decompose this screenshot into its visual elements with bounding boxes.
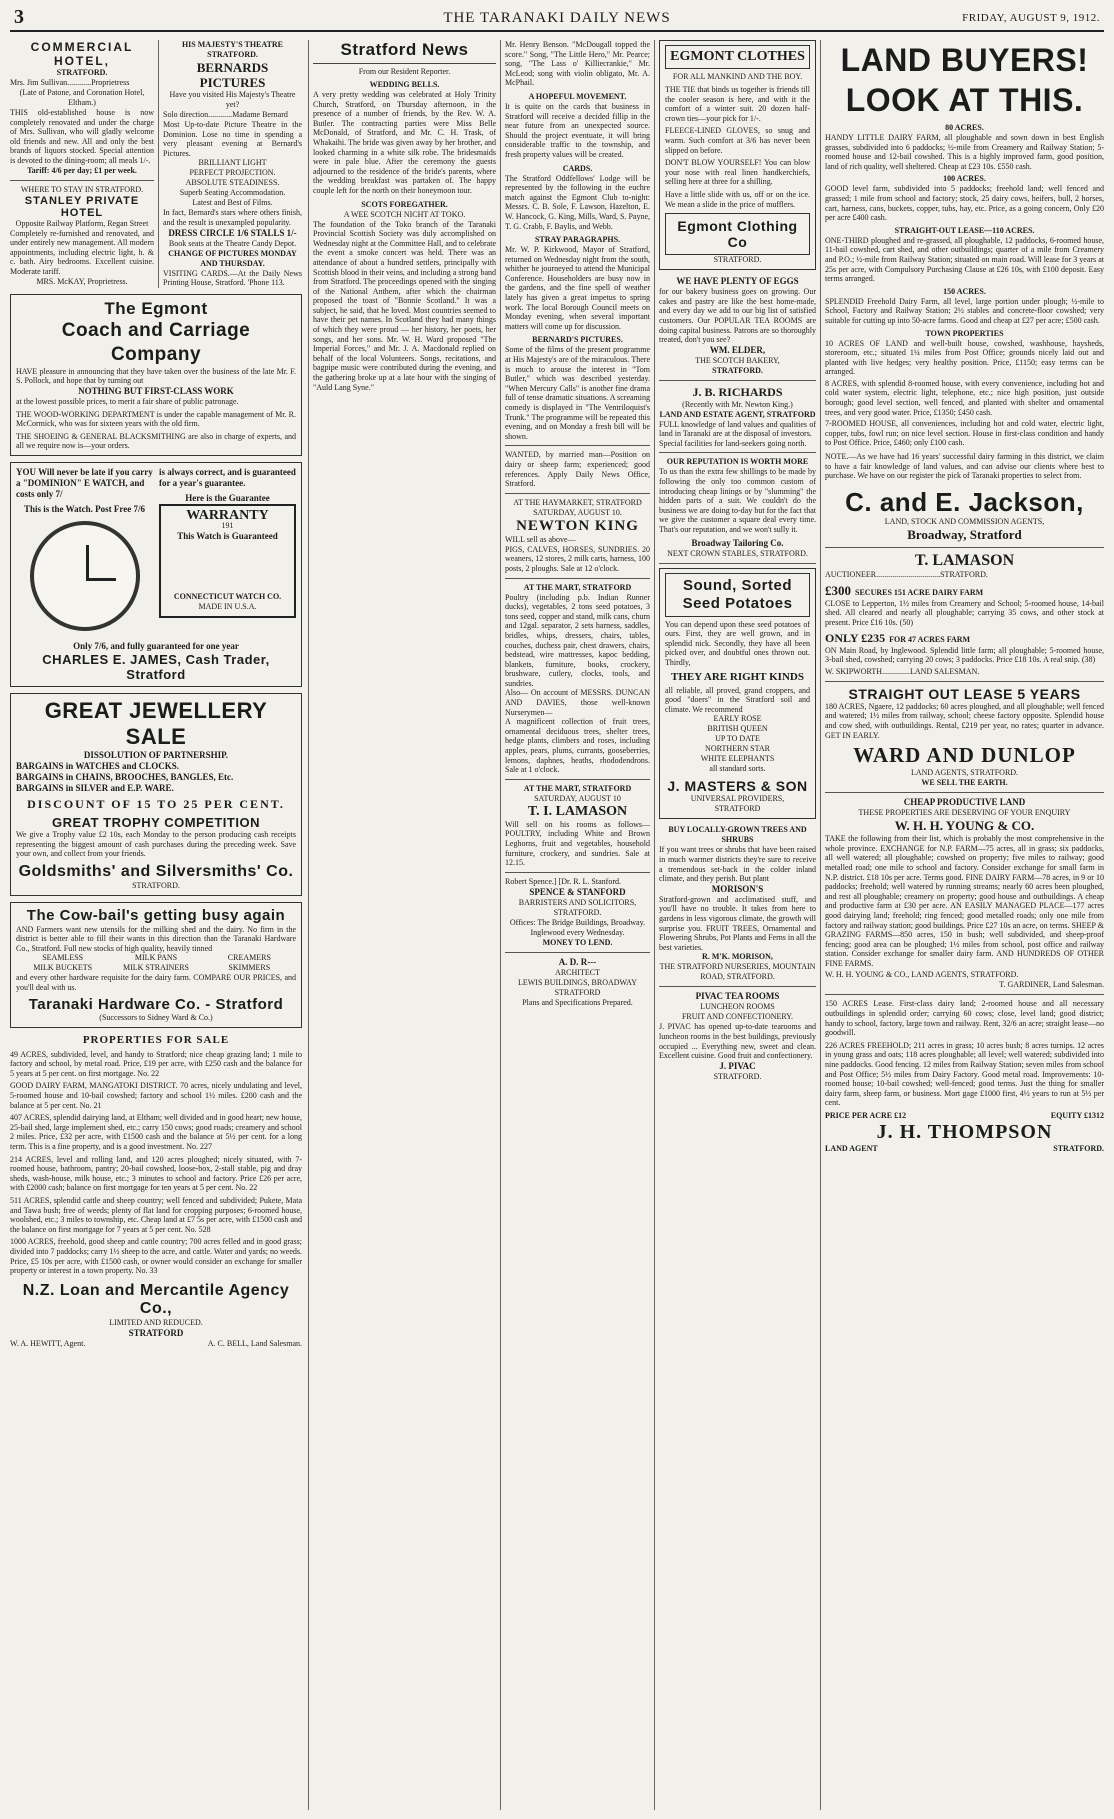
seed-potatoes-all: all standard sorts. [709, 764, 766, 774]
haymarket-name: NEWTON KING [516, 517, 639, 534]
stanley-hotel-address: Opposite Railway Platform, Regan Street [15, 218, 149, 228]
thompson-a226: 226 ACRES FREEHOLD; 211 acres in grass; 10 acres bush; 8 acres turnips. 12 acres in young grass and oats; 118 acres ploughable; all level; well watered; subdivided into nine paddocks. Good fencing. 12 miles from Railway Station; seven miles from school and Post Office; 5½ miles from Dairy Factory. Good metal road. Improvements: 10-roomed house; 10-bail cowshed; well-fenced; good terms. Just the thing for smaller dairy farm, sheep farm, or business. Mort gage £1000 first, 4½ years to run at 5½ per cent. [825, 1040, 1104, 1108]
mart2-ad [505, 784, 650, 868]
richards-former: (Recently with Mr. Newton King.) [682, 399, 793, 409]
bernards-text: Some of the films of the present programme at His Majesty's are of the miraculous. There is much to arouse the interest in "Tom Butler," which was described yesterday. "When Mercury Calls" is another fine drama full of tense dramatic situations. A screaming comedy is displayed in "The Ventriloquist's Trunk." The programme will be repeated this evening, and on Monday a fresh bill will be shown. [505, 345, 650, 441]
egmont-clothes-ad [659, 40, 816, 270]
thompson-role: LAND AGENT [825, 1144, 878, 1153]
wedding-heading: WEDDING BELLS. [369, 80, 440, 89]
egmont-coach-body2: THE WOOD-WORKING DEPARTMENT is under the capable management of Mr. R. McCormick, who was for sixteen years with the old firm. [16, 409, 296, 429]
jewellery-trophy: GREAT TROPHY COMPETITION [52, 814, 260, 830]
thompson-equity: EQUITY £1312 [1050, 1111, 1104, 1120]
ward-dunlop-body: 180 ACRES, Ngaere, 12 paddocks; 60 acres ploughed, and all ploughable; well fenced and watered; 1½ miles from railway, school; cheese factory opposite. Splendid house and cow shed, with outbuildings. Rental, £219 per year, no rates; quarter in advance. GET IN EARLY. [825, 701, 1104, 740]
tailoring-title: OUR REPUTATION IS WORTH MORE [666, 457, 809, 467]
architect-role: ARCHITECT [555, 967, 600, 977]
egmont-clothes-body1: THE TIE that binds us together is friends till the cooler season is here, and with it the comfort of a winter suit. 20 dozen half-crown ties—your pick for 1/-. [665, 85, 810, 123]
theatre-sub: Have you visited His Majesty's Theatre yet? [169, 90, 296, 109]
spence-offices: Offices: The Bridge Buildings, Broadway. [509, 917, 646, 927]
jewellery-town: STRATFORD. [132, 880, 180, 890]
eggs-body: for our bakery business goes on growing. Our cakes and pastry are like the best home-made, and every day we add to our big list of satisfied customers. Our POPULAR TEA ROOMS are doing capital business. Patrons are so thoroughly treated, don't you see? [659, 287, 816, 345]
hopeful-text: It is quite on the cards that business in Stratford will receive a decided fillip in the near future from an unexpected source. Should the project eventuate, it will bring considerable traffic to the township, and fresh property values will be created. [505, 101, 650, 159]
thompson-ad [825, 999, 1104, 1154]
column-2 [308, 40, 496, 1810]
spence-money: MONEY TO LEND. [542, 937, 613, 947]
lamason-p1-head: SECURES 151 ACRE DAIRY FARM [855, 587, 984, 597]
stratford-news-title: Stratford News [313, 40, 496, 64]
masters-company: J. MASTERS & SON [667, 778, 808, 795]
jewellery-title: GREAT JEWELLERY SALE [44, 697, 268, 749]
property-item: 214 ACRES, level and rolling land, and 120 acres ploughed; nicely situated, with 7-roomed house, bathroom, pantry; 20-bail cowshed, loose-box, 2-stall stable, pig and dray sheds, wash-house, milk house, etc.; 3 minutes to school and factory. Price £26 per acre, with £2000 cash; balance on first mortgage for ten years at 5 per cent. No. 22 [10, 1154, 302, 1193]
lamason-salesman: W. SKIPWORTH..............LAND SALESMAN. [825, 666, 980, 676]
property-item: 407 ACRES, splendid dairying land, at Eltham; well divided and in good heart; new house, 25-bail shed, large implement shed, etc.; carry 150 cows; good roads; creamery and school 2 miles. Price, £32 per acre, with £1500 cash and the balance at 5½ per cent. for a long term. This is a fine property, and is a good investment. No. 227 [10, 1113, 302, 1151]
pivac-town: STRATFORD. [713, 1071, 762, 1081]
property-item: 49 ACRES, subdivided, level, and handy to Stratford; nice cheap grazing land; 1 mile to factory and school, by metal road. Price, £19 per acre, with £250 cash and the balance for 5 years at 5 per cent. on first mortgage. No. 22 [10, 1049, 302, 1078]
theatre-body: Most Up-to-date Picture Theatre in the Dominion. Lose no time in spending a very pleasant evening at Bernard's Pictures. [163, 120, 302, 158]
town-property-1: 10 ACRES OF LAND and well-built house, cowshed, washhouse, haysheds, storeroom, etc.; situated 1¼ miles from Post Office; grounds nicely laid out and planted with live hedges; very healthy position. Price, £1150; easy terms can be arranged. [825, 338, 1104, 377]
cow-bail-item: MILK PANS [134, 953, 178, 963]
haymarket-head: AT THE HAYMARKET, STRATFORD [513, 497, 642, 507]
egmont-clothes-title: EGMONT CLOTHES [665, 45, 810, 69]
property-item: 1000 ACRES, freehold, good sheep and cattle country; 700 acres felled and in good grass; divided into 7 paddocks; carry 1½ sheep to the acre, and cattle. Water and yards; no weeds. Price, £5 10s per acre, with £1500 cash, or owner would consider an exchange for smaller property or interest in a town property. No. 33 [10, 1237, 302, 1276]
warranty-title: WARRANTY [186, 507, 269, 523]
jewellery-trophy-body: We give a Trophy value £2 10s, each Monday to the person producing cash receipts representing the biggest amount of cash purchases during the preceding week. Save your own, and collect from your friends. [16, 829, 296, 859]
jewellery-sale-ad [10, 693, 302, 896]
properties-for-sale [10, 1034, 302, 1349]
newspaper-page [10, 6, 1104, 1812]
commercial-hotel-proprietor: Mrs. Jim Sullivan............Proprietress [10, 78, 130, 87]
ward-dunlop-name: WARD AND DUNLOP [853, 743, 1076, 768]
masthead [10, 6, 1104, 32]
scots-heading: SCOTS FOREGATHER. [361, 199, 448, 209]
cow-bail-title: The Cow-bail's getting busy again [26, 906, 286, 924]
property-item: 511 ACRES, splendid cattle and sheep country; well fenced and subdivided; Pukete, Mata and Tawa bush; free of weeds; plenty of flat land for cropping purposes; 6-roomed house, woolshed, etc.; 3 miles to township, etc. Cheap land at £7 5s per acre, with £1500 cash and the balance on first mortgage for 7 years at 5 per cent. No. 528 [10, 1195, 302, 1234]
young-sub: THESE PROPERTIES ARE DESERVING OF YOUR ENQUIRY [858, 808, 1071, 818]
ward-dunlop-ad [825, 686, 1104, 788]
haymarket-will-sell: WILL sell as above— [505, 534, 576, 544]
pivac-sub2: FRUIT AND CONFECTIONERY. [681, 1012, 794, 1022]
warranty-sub: This Watch is Guaranteed [177, 530, 278, 541]
stray-heading: STRAY PARAGRAPHS. [534, 235, 621, 245]
watch-footer1: Only 7/6, and fully guaranteed for one year [73, 640, 239, 651]
potato-variety: BRITISH QUEEN [707, 724, 768, 734]
theatre-change: CHANGE OF PICTURES MONDAY AND THURSDAY. [168, 248, 297, 268]
a150-heading: 150 ACRES. [943, 286, 986, 296]
eggs-town: STRATFORD. [712, 365, 763, 375]
potato-varieties [665, 714, 810, 764]
nz-loan-agent: W. A. HEWITT, Agent. [10, 1338, 86, 1348]
pivac-ad [659, 991, 816, 1081]
land-buyers-ad [825, 40, 1104, 543]
a150-text: SPLENDID Freehold Dairy Farm, all level, large portion under plough; ½-mile to School, Factory and Railway Station; 2½ stables and concrete-floor cowshed; very suitable for cutting up into 50-acre farms. Good and cheap at £27 per acre; £500 cash. [825, 296, 1104, 325]
lease-heading: STRAIGHT-OUT LEASE—110 ACRES. [894, 225, 1035, 235]
egmont-clothes-body2: FLEECE-LINED GLOVES, so snug and warm. Such comfort at 3/6 has never been slipped on before. [665, 126, 810, 155]
spence-role: BARRISTERS AND SOLICITORS, STRATFORD. [518, 897, 637, 917]
nz-loan-company: N.Z. Loan and Mercantile Agency Co., [22, 1281, 290, 1317]
tailoring-company: Broadway Tailoring Co. [691, 537, 784, 548]
town-property-3: 7-ROOMED HOUSE, all conveniences, including hot and cold water, electric light, copper, tubs, fowl run; on nice level section. House in first-class condition and handy to Post Office. Price, £460; only £100 cash. [825, 419, 1104, 448]
tailoring-body: To us than the extra few shillings to be made by following the only too common custom of introducing cheap linings or by "slumming" the hidden parts of a suit. We couldn't do the business we are doing to-day but for the fact that we give the customer a square deal every time. That's our reputation, and we won't sully it. [659, 467, 816, 535]
jewellery-dissolution: DISSOLUTION OF PARTNERSHIP. [83, 749, 229, 760]
young-heading: CHEAP PRODUCTIVE LAND [903, 797, 1026, 808]
spence-left: Robert Spence.] [Dr. R. L. Stanford. [505, 876, 621, 886]
spence-branch: Inglewood every Wednesday. [530, 927, 625, 937]
column-4 [654, 40, 816, 1810]
lamason-ad [825, 552, 1104, 677]
pivac-title: PIVAC TEA ROOMS [695, 991, 780, 1002]
a100-text: GOOD level farm, subdivided into 5 paddocks; freehold land; well fenced and grassed; 1 mile from school and factory; stock, 25 dairy cows, heifers, bull, 2 horses, cart, harness, cans, buckets, copper, tubs, hay, etc. Price, as a going concern, Only £20 per acre £400 cash. [825, 184, 1104, 223]
commercial-hotel-town: STRATFORD. [56, 68, 108, 77]
wedding-text: A very pretty wedding was celebrated at Holy Trinity Church, Stratford, on Thursday afternoon, in the presence of a number of friends, by the Rev. W. A. Butler. The contracting parties were Miss Belle McDonald, of Stratford, and Mr. C. H. Trask, of Whakaihi. The bride was given away by her brother, and looked charming in a white silk robe. The bridesmaids were in pale blue. After the ceremony the guests adjourned to the residence of the bride's parents, where the wedding breakfast was partaken of. The happy couple left for the north on their honeymoon tour. [313, 90, 496, 195]
potato-variety: WHITE ELEPHANTS [700, 754, 775, 764]
cow-bail-items [16, 953, 296, 973]
a100-heading: 100 ACRES. [943, 174, 986, 184]
egmont-clothes-body3: DON'T BLOW YOURSELF! You can blow your nose with real linen handkerchiefs, selling here at three for a shilling. [665, 158, 810, 187]
bernards-pictures-ad [158, 40, 302, 288]
property-item: GOOD DAIRY FARM, MANGATOKI DISTRICT. 70 acres, nicely undulating and level, 5-roomed house and 10-bail cowshed; factory and school 1½ miles. £200 cash and the balance at 5 per cent. No. 21 [10, 1081, 302, 1110]
cow-bail-item: SKIMMERS [228, 963, 271, 973]
theatre-steady: ABSOLUTE STEADINESS. [185, 178, 280, 188]
bernards-heading: BERNARD'S PICTURES. [532, 335, 623, 345]
newspaper-title: THE TARANAKI DAILY NEWS [443, 10, 671, 26]
jewellery-company: Goldsmiths' and Silversmiths' Co. [18, 862, 294, 880]
egmont-coach-title2: Coach and Carriage Company [61, 319, 251, 365]
land-buyers-title1: LAND BUYERS! [840, 42, 1089, 78]
nz-loan-salesman: A. C. BELL, Land Salesman. [207, 1338, 302, 1348]
theatre-latest: Latest and Best of Films. [192, 198, 273, 208]
lamason-p2: ON Main Road, by Inglewood. Splendid little farm; all ploughable; 5-roomed house, 3-bail shed, cowshed; carrying 20 cows; 3 paddocks. Price £18 10s. A real snip. (38) [825, 645, 1104, 665]
cow-bail-item: CREAMERS [227, 953, 271, 963]
commercial-hotel-former: (Late of Patone, and Coronation Hotel, Eltham.) [19, 88, 145, 107]
seed-potatoes-kinds: THEY ARE RIGHT KINDS [671, 670, 804, 683]
egmont-coach-intro: HAVE pleasure in announcing that they have taken over the business of the late Mr. F. S. Pollock, and hope that by turning out [16, 366, 296, 386]
mart-trees: A magnificent collection of fruit trees, ornamental deciduous trees, shelter trees, hedge plants, climbers and roses, including apples, pears, plums, currants, gooseberries, lemons, daphnes, heaths, rhododendrons. Sale at 1 o'clock. [505, 717, 650, 775]
theatre-soloist: Solo direction............Madame Bernard [163, 110, 288, 119]
town-property-2: 8 ACRES, with splendid 8-roomed house, with every convenience, including hot and cold water system, electric light, telephone, etc.; nice high position, just outside borough; good level section, well fenced, and planted with shelter and ornamental trees, and very good water. Price, £1350; £450 cash. [825, 378, 1104, 417]
commercial-hotel-title: COMMERCIAL HOTEL, [30, 40, 134, 68]
lease-text: ONE-THIRD ploughed and re-grassed, all ploughable, 12 paddocks, 6-roomed house, 11-bail cowshed, cart shed, and other outbuildings; quarter of a mile from Creamery and P.O.; ½-mile from Railway Station; situated on main road. Will lease for 3 years at 25s per acre, with Compulsory Purchasing Clause at £26 10s, with £100 deposit. Easy terms arranged. [825, 235, 1104, 284]
issue-date: FRIDAY, AUGUST 9, 1912. [962, 12, 1100, 24]
mart-head: AT THE MART, STRATFORD [523, 582, 632, 592]
seed-potatoes-ad [659, 568, 816, 820]
eggs-place: THE SCOTCH BAKERY, [695, 355, 780, 365]
theatre-visiting: VISITING CARDS.—At the Daily News Printing House, Stratford. 'Phone 113. [163, 268, 302, 288]
cards-text: The Stratford Oddfellows' Lodge will be represented by the following in the euchre match against the Egmont Club to-night: Messrs. C. B. Sole, F. Lawson, Hazelton, E. W. Hancock, G. King, Mills, Ward, S. Payne, T. G. Crabb, F. Baylis, and Webb. [505, 173, 650, 231]
egmont-coach-title: The Egmont [104, 298, 208, 318]
architect-name: A. D. R--- [558, 956, 597, 967]
egmont-coach-ad [10, 294, 302, 456]
pivac-body: J. PIVAC has opened up-to-date tearooms and luncheon rooms in the best buildings, previously occupied ... Everything new, sweet and clean. Excellent cuisine. Good fruit and confectionery. [659, 1022, 816, 1061]
stray-text: Mr. W. P. Kirkwood, Mayor of Stratford, returned on Wednesday night from the south, whither he journeyed to attend the Municipal Conference. Householders are busy now in the gardens, and the fine spell of weather lately has given a great impetus to spring work. The local Borough Council meets on Monday evening, when several important matters will come up for discussion. [505, 245, 650, 331]
stanley-hotel-body: Completely re-furnished and renovated, and under entirely new management. All modern appointments, including electric light, h. & c. bath. Airy bedrooms. Excellent cuisine. Moderate tariff. [10, 228, 154, 276]
richards-name: J. B. RICHARDS [692, 384, 783, 399]
jewellery-discount: DISCOUNT OF 15 TO 25 PER CENT. [27, 796, 285, 811]
masters-town: STRATFORD [714, 804, 761, 814]
masters-role: UNIVERSAL PROVIDERS, [690, 794, 785, 804]
morison-place: THE STRATFORD NURSERIES, MOUNTAIN ROAD, STRATFORD. [659, 962, 816, 982]
richards-body: FULL knowledge of land values and qualities of land in Taranaki are at the disposal of investors. [659, 419, 816, 439]
young-salesman: T. GARDINER, Land Salesman. [999, 980, 1104, 990]
eggs-name: WM. ELDER, [709, 344, 766, 355]
egmont-coach-body1: at the lowest possible prices, to merit a fair share of public patronage. [16, 396, 239, 406]
morison-body: If you want trees or shrubs that have been raised in much warmer districts they're sure to receive a tremendous set-back in the colder inland climate, and they perish. But plant [659, 845, 816, 884]
egmont-clothes-body4: Have a little slide with us, off or on the ice. We mean a slide in the price of mufflers. [665, 189, 810, 209]
morison-body2: Stratford-grown and acclimatised stuff, and you'll have no trouble. It takes from here to gardens in less vigorous climate, the growth will surprise you. FRUIT TREES, Ornamental and Flowering Shrubs, Pot Plants and Ferns in all the best varieties. [659, 894, 816, 952]
theatre-booking: Book seats at the Theatre Candy Depot. [168, 238, 297, 248]
architect-address: LEWIS BUILDINGS, BROADWAY [517, 977, 638, 987]
morison-owner: R. M'K. MORISON, [702, 952, 773, 962]
haymarket-date: SATURDAY, AUGUST 10. [533, 507, 622, 517]
theatre-title: BERNARDS PICTURES [196, 60, 269, 90]
scots-text: The foundation of the Toko branch of the Taranaki Provincial Scottish Society was duly accomplished on Wednesday night at the Committee Hall, and to celebrate the event a smoke concert was held. There was an attendance of about a hundred settlers, principally with Scottish blood in their veins, and including a strong band from Stratford. The proceedings opened with the singing of the National Anthem, after which the chairman proposed the toast of "Bonnie Scotland." It was a subject, he said, that he loved. Most countries seemed to have their pet names. In Scotland they had many things of which they were proud — her history, her poets, her songs, and her sons. Mr. W. H. Ward proposed "The Imperial Forces," and Mr. J. A. Macdonald replied on behalf of the local Volunteers. Songs, recitations, and bagpipe music were contributed during the evening, and the gathering broke up at a late hour with the singing of "Auld Lang Syne." [313, 219, 496, 392]
broadway-tailoring-ad [659, 457, 816, 558]
a80-text: HANDY LITTLE DAIRY FARM, all ploughable and sown down in best English grasses, subdivided into 6 paddocks; ½-mile from Creamery and Railway Station; 5-roomed house and 12-bail cowshed. This is a highly improved farm, good position, land of rich quality, well sheltered. Cheap at £23 10s. £550 cash. [825, 133, 1104, 171]
warranty-co: CONNECTICUT WATCH CO. [173, 591, 282, 601]
richards-ad [659, 385, 816, 449]
young-footer: W. H. H. YOUNG & CO., LAND AGENTS, STRATFORD. [825, 970, 1019, 980]
watch-left-text: YOU Will never be late if you carry a "DOMINION" E WATCH, and costs only 7/ [16, 466, 153, 499]
pocket-watch-icon [30, 521, 140, 631]
wanted-ad: WANTED, by married man—Position on dairy or sheep farm; experienced; good references. Apply Daily News Office, Stratford. [505, 450, 650, 489]
cow-bail-item: SEAMLESS [42, 953, 84, 963]
watch-here-is: Here is the Guarantee [185, 492, 270, 503]
commercial-hotel-body: THIS old-established house is now completely renovated and under the charge of Mrs. Sullivan, who will gladly welcome old friends and new. All and only the best brands of liquors stocked. Special attention is devoted to the dining-room; all meals 1/-. [10, 108, 154, 165]
haymarket-ad [505, 498, 650, 574]
jackson-name: C. and E. Jackson, [845, 486, 1084, 517]
theatre-brilliant: BRILLIANT LIGHT [198, 158, 267, 168]
warranty-made: MADE IN U.S.A. [198, 601, 257, 611]
land-buyers-title2: LOOK AT THIS. [845, 82, 1084, 118]
seed-potatoes-title: Sound, Sorted Seed Potatoes [665, 573, 810, 617]
jackson-address: Broadway, Stratford [907, 526, 1022, 542]
seed-potatoes-body: You can depend upon these seed potatoes of ours. First, they are well grown, and in splendid nick. Secondly, they have all been picked over, and doubtful ones thrown out. Thirdly, [665, 619, 810, 667]
jewellery-b2: BARGAINS in CHAINS, BROOCHES, BANGLES, Etc. [16, 771, 234, 782]
theatre-perfect: PERFECT PROJECTION. [189, 168, 276, 178]
cards-heading: CARDS. [562, 163, 593, 173]
lamason-p1: CLOSE to Lepperton, 1½ miles from Creamery and School; 5-roomed house, 14-bail shed. All cleared and nearly all ploughable; carrying 35 cows, and other stock at present. Price £16 10s. (50) [825, 598, 1104, 627]
potato-variety: EARLY ROSE [713, 714, 762, 724]
thompson-a150: 150 ACRES Lease. First-class dairy land; 2-roomed house and all necessary outbuildings in splendid order; carrying 60 cows; close, level land; good district; handy to school, factory, large town and railway. Rent, 32/6 an acre; straight lease—no goodwill. [825, 999, 1104, 1038]
jackson-role: LAND, STOCK AND COMMISSION AGENTS, [884, 516, 1045, 526]
cow-bail-body2: and every other hardware requisite for the dairy farm. COMPARE OUR PRICES, and you'll deal with us. [16, 973, 296, 993]
architect-plans: Plans and Specifications Prepared. [522, 997, 633, 1007]
eggs-title: WE HAVE PLENTY OF EGGS [676, 276, 799, 287]
egmont-clothing-company: Egmont Clothing Co [665, 213, 810, 255]
stanley-hotel-heading: WHERE TO STAY IN STRATFORD. [20, 184, 144, 194]
richards-special: Special facilities for land-seekers going north. [659, 438, 807, 448]
hopeful-heading: A HOPEFUL MOVEMENT. [528, 91, 627, 101]
nz-loan-limited: LIMITED AND REDUCED. [109, 1317, 203, 1327]
architect-ad [505, 957, 650, 1008]
potato-variety: UP TO DATE [715, 734, 760, 744]
watch-footer2: CHARLES E. JAMES, Cash Trader, Stratford [42, 651, 270, 682]
land-buyers-note: NOTE.—As we have had 16 years' successful dairy farming in this district, we claim to have a fair knowledge of land values, and can advise our clients where best to purchase. We have on our register the pick of Taranaki properties to select from. [825, 452, 1104, 481]
seed-potatoes-list: all reliable, all proved, grand croppers, and good "doers" in the Stratford soil and climate. We recommend [665, 685, 810, 714]
commercial-hotel-tariff: Tariff: 4/6 per day; £1 per week. [27, 165, 137, 175]
mart2-head: AT THE MART, STRATFORD [523, 783, 632, 793]
morison-ad [659, 825, 816, 982]
egmont-coach-body3: THE SHOEING & GENERAL BLACKSMITHING are also in charge of experts, and all we require now is—your orders. [16, 431, 296, 451]
cow-bail-company: Taranaki Hardware Co. - Stratford [28, 995, 284, 1013]
properties-title: PROPERTIES FOR SALE [82, 1033, 230, 1046]
mart2-body: Will sell on his rooms as follows— POULTRY, including White and Brown Leghorns, fruit and vegetables, household furniture, crockery, and sundries. Sale at 12.15. [505, 819, 650, 868]
warranty-year: 191 [221, 520, 234, 530]
lamason-role: AUCTIONEER................................STRATFORD. [825, 569, 988, 579]
mart-also: Also— On account of MESSRS. DUNCAN AND DAVIES, those well-known Nurserymen— [505, 688, 650, 717]
haymarket-items: PIGS, CALVES, HORSES, SUNDRIES. 20 weaners, 12 stores, 2 milk carts, harness, 100 posts, 2 ploughs. Sale at 12 o'clock. [505, 544, 650, 573]
ward-dunlop-role: LAND AGENTS, STRATFORD. [910, 768, 1019, 778]
richards-title: LAND AND ESTATE AGENT, STRATFORD [659, 409, 816, 419]
architect-town: STRATFORD [554, 987, 601, 997]
mart-ad [505, 583, 650, 775]
cow-bail-item: MILK BUCKETS [33, 963, 93, 973]
potato-variety: NORTHERN STAR [705, 744, 770, 754]
column-3 [500, 40, 650, 1810]
theatre-header: HIS MAJESTY'S THEATRE STRATFORD. [181, 40, 284, 59]
ward-dunlop-slogan: WE SELL THE EARTH. [921, 778, 1008, 788]
page-number: 3 [14, 6, 24, 28]
egmont-coach-slogan: NOTHING BUT FIRST-CLASS WORK [78, 385, 234, 396]
commercial-hotel-ad [10, 40, 154, 288]
column-5 [820, 40, 1104, 1810]
pivac-sub: LUNCHEON ROOMS [700, 1002, 775, 1012]
nz-loan-town: STRATFORD [128, 1327, 184, 1338]
ward-dunlop-heading: STRAIGHT OUT LEASE 5 YEARS [848, 685, 1081, 702]
properties-list [10, 1050, 302, 1276]
town-properties-heading: TOWN PROPERTIES [925, 328, 1004, 338]
theatre-fact: In fact, Bernard's stars where others finish, and the result is unexampled popularity. [163, 208, 302, 227]
scots-subheading: A WEE SCOTCH NICHT AT TOKO. [343, 209, 466, 219]
morison-name: MORISON'S [711, 883, 764, 894]
stanley-hotel-title: STANLEY PRIVATE HOTEL [24, 194, 140, 219]
egmont-clothes-sub: FOR ALL MANKIND AND THE BOY. [672, 72, 803, 81]
theatre-superb: Superb Seating Accommodation. [179, 188, 286, 198]
mart-body: Poultry (including p.b. Indian Runner ducks), vegetables, 2 tons seed potatoes, 3 tons seed, copper and stand, milk cans, churn and 12gal. separator, 2 sets harness, saddles, bridles, whips, dressers, chairs, tables, couches, duchess pair, chest drawers, chairs, bedstead, wire mattresses, kapoc bedding, blankets, furniture, books, crockery, brushware, cutlery, clocks, tools, and sundries. [505, 592, 650, 688]
cow-bail-ad [10, 902, 302, 1028]
concert-text: Mr. Henry Benson. "McDougall topped the score." Song, "The Little Hero," Mr. Pearce; song, "The Lass o' Killiecrankie," Mr. McLeod; song with violin obligato, Mr. A. McPhail. [505, 40, 650, 88]
lamason-p2-head: FOR 47 ACRES FARM [889, 634, 971, 644]
cow-bail-item: MILK STRAINERS [122, 963, 189, 973]
lamason-p2-price: ONLY £235 [825, 630, 886, 645]
watch-this-is: This is the Watch. Post Free 7/6 [24, 503, 145, 514]
young-name: W. H. H. YOUNG & CO. [894, 818, 1035, 834]
column-1 [10, 40, 302, 1810]
pivac-name: J. PIVAC [719, 1060, 756, 1071]
jewellery-b1: BARGAINS in WATCHES and CLOCKS. [16, 760, 179, 771]
thompson-price: PRICE PER ACRE £12 [825, 1111, 907, 1120]
tailoring-address: NEXT CROWN STABLES, STRATFORD. [667, 548, 808, 558]
warranty-card [159, 504, 296, 618]
dominion-watch-ad [10, 462, 302, 687]
stanley-hotel-proprietor: MRS. McKAY, Proprietress. [36, 276, 128, 286]
a80-heading: 80 ACRES. [945, 123, 984, 132]
spence-names: SPENCE & STANFORD [529, 886, 626, 897]
morison-title: BUY LOCALLY-GROWN TREES AND SHRUBS [668, 825, 807, 845]
stratford-news-from: From our Resident Reporter. [358, 67, 451, 76]
jewellery-b3: BARGAINS in SILVER and E.P. WARE. [16, 782, 174, 793]
eggs-ad [659, 276, 816, 376]
young-ad [825, 797, 1104, 990]
mart2-date: SATURDAY, AUGUST 10 [534, 793, 621, 803]
theatre-prices: DRESS CIRCLE 1/6 STALLS 1/- [168, 227, 297, 238]
egmont-clothing-town: STRATFORD. [713, 255, 762, 265]
young-body: TAKE the following from their list, which is probably the most comprehensive in the whole province. EXCHANGE for N.P. FARM—75 acres, all in grass; six paddocks, all well watered; all ploughable; cowshed on property; five miles to railway; good metalled road; one mile to school and factory. Consider exchange for small farm in N.P. district. £18 10s per acre. Terms good. FINE DAIRY FARM—78 acres, in 9 or 10 paddocks; freehold; well watered by running streams; nearly 60 acres been ploughed, and rest all ploughable; creamery on property; good house and outbuildings. A cheap and productive farm at £30 per acre. AN EASILY MANAGED PLACE—177 acres good dairying land; freehold; ring fenced; good metalled roads; only one mile from factory and railway station; good buildings. Price £27 10s an acre, on terms. SHEEP & GRAZING FARMS—850 acres, 150 in bush; well subdivided, and sheep-proof fencing; good area can be ploughed; 1½ miles from school, post office and railway station. Consider exchange for smaller dairy farm. AND HUNDREDS OF OTHER FINE FARMS. [825, 834, 1104, 968]
mart2-name: T. I. LAMASON [527, 803, 628, 819]
lamason-p1-price: £300 [825, 582, 851, 598]
thompson-name: J. H. THOMPSON [876, 1121, 1053, 1143]
thompson-town: STRATFORD. [1053, 1144, 1104, 1153]
cow-bail-body: AND Farmers want new utensils for the milking shed and the dairy. No firm in the district is better able to fill their wants in this direction than the Taranaki Hardware Co., Stratford. Full new stocks of high quality, heavily tinned [16, 924, 296, 953]
cow-bail-successors: (Successors to Sidney Ward & Co.) [99, 1012, 213, 1022]
lamason-name: T. LAMASON [914, 551, 1015, 569]
watch-right-text: is always correct, and is guaranteed for a year's guarantee. [159, 466, 296, 488]
spence-stanford-ad [505, 877, 650, 948]
